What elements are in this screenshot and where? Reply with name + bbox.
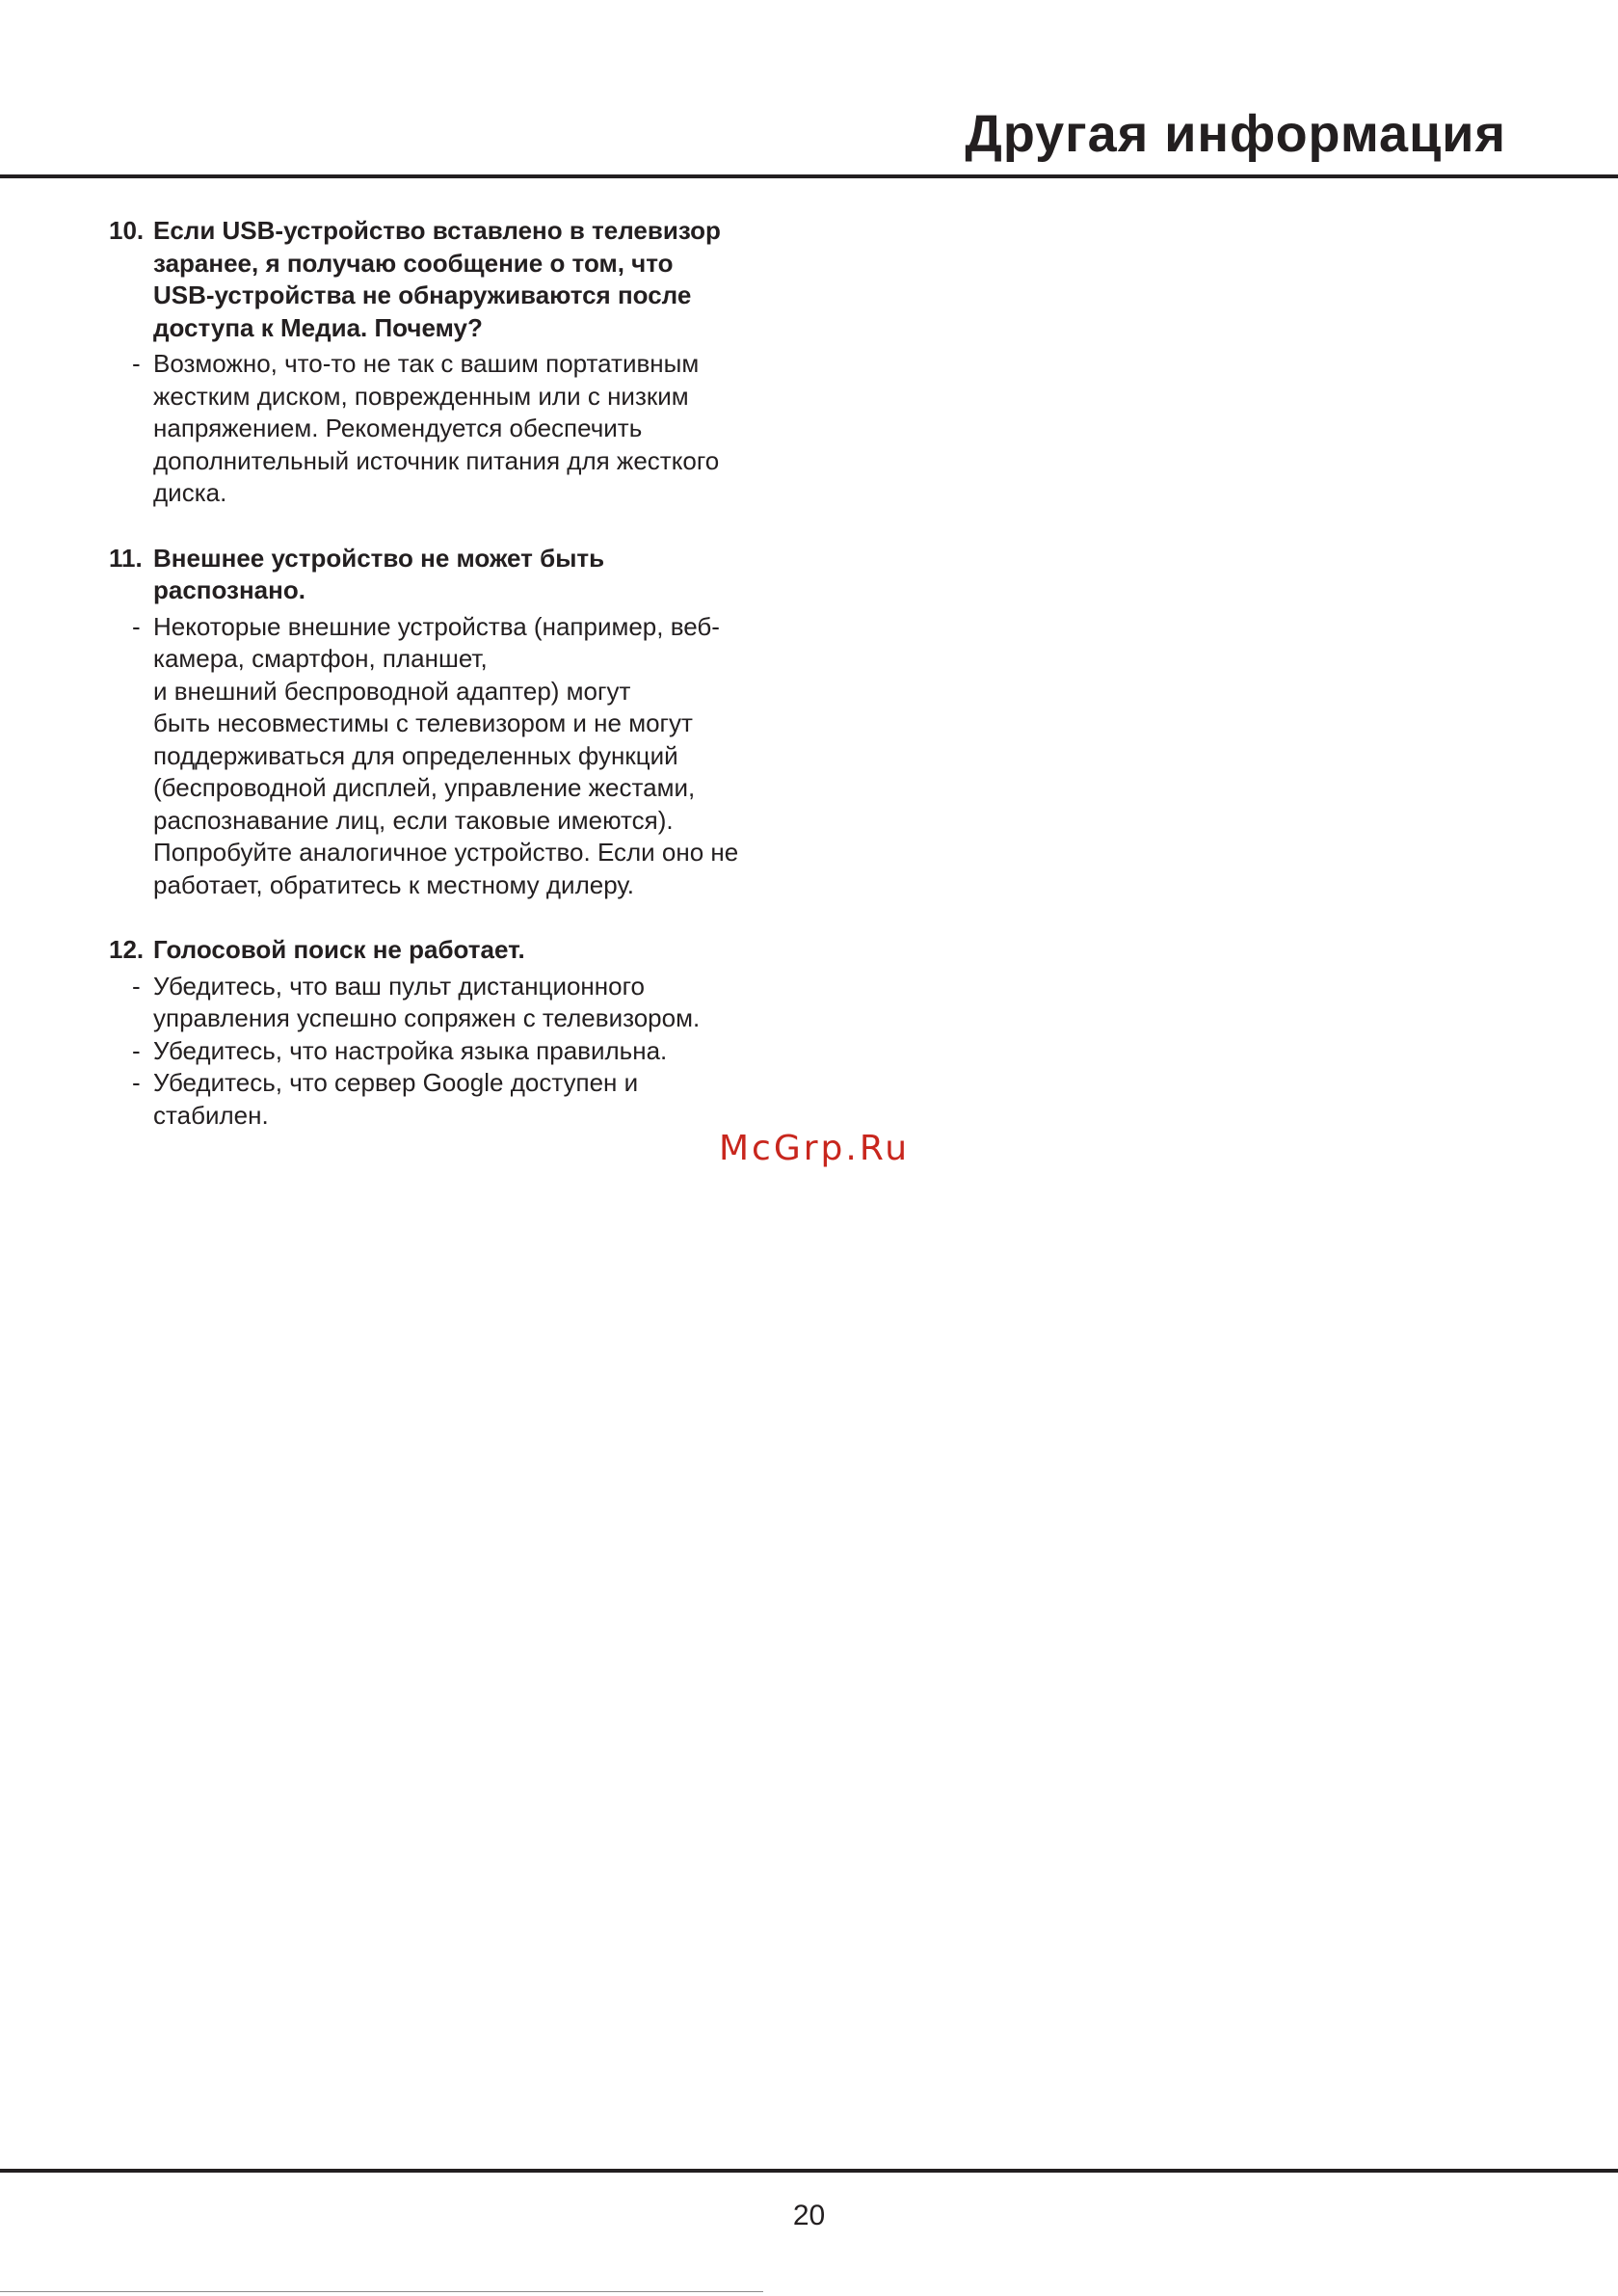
answer-line: напряжением. Рекомендуется обеспечить bbox=[153, 414, 643, 442]
faq-answers bbox=[109, 348, 803, 510]
question-line: Если USB-устройство вставлено в телевизор bbox=[153, 216, 721, 245]
answer-line: быть несовместимы с телевизором и не могут bbox=[153, 708, 693, 737]
page-number: 20 bbox=[792, 2200, 826, 2231]
faq-answers bbox=[109, 971, 803, 1133]
faq-question-text bbox=[153, 934, 803, 967]
answer-text bbox=[153, 348, 803, 510]
faq-answer bbox=[109, 348, 803, 510]
answer-bullet: - bbox=[132, 1068, 141, 1097]
faq-item-11 bbox=[109, 543, 803, 902]
answer-line: Убедитесь, что ваш пульт дистанционного bbox=[153, 971, 645, 1001]
faq-number: 10. bbox=[109, 216, 145, 245]
faq-answer bbox=[109, 971, 803, 1035]
answer-line: работает, обратитесь к местному дилеру. bbox=[153, 869, 634, 899]
question-line: Внешнее устройство не может быть bbox=[153, 543, 605, 573]
faq-question-text bbox=[153, 215, 803, 344]
question-line: распознано. bbox=[153, 575, 305, 604]
question-line: заранее, я получаю сообщение о том, что bbox=[153, 248, 674, 278]
faq-list bbox=[109, 215, 803, 1164]
answer-bullet: - bbox=[132, 349, 141, 378]
answer-text bbox=[153, 1067, 803, 1132]
answer-line: распознавание лиц, если таковые имеются). bbox=[153, 805, 674, 835]
answer-bullet: - bbox=[132, 611, 141, 641]
trim-line bbox=[0, 2291, 763, 2292]
faq-item-12 bbox=[109, 934, 803, 1132]
answer-text bbox=[153, 1035, 803, 1068]
question-line: USB-устройства не обнаруживаются после bbox=[153, 280, 692, 309]
faq-question bbox=[109, 543, 803, 607]
faq-question bbox=[109, 215, 803, 344]
answer-line: управления успешно сопряжен с телевизором. bbox=[153, 1003, 701, 1032]
faq-answer bbox=[109, 611, 803, 902]
answer-line: (беспроводной дисплей, управление жестами, bbox=[153, 773, 696, 802]
faq-number: 11. bbox=[109, 543, 143, 573]
watermark[interactable]: McGrp.Ru bbox=[719, 1129, 911, 1168]
answer-line: Попробуйте аналогичное устройство. Если оно не bbox=[153, 838, 739, 867]
answer-line: Убедитесь, что настройка языка правильна. bbox=[153, 1035, 668, 1065]
answer-bullet: - bbox=[132, 971, 141, 1001]
faq-answers bbox=[109, 611, 803, 902]
faq-item-10 bbox=[109, 215, 803, 510]
answer-line: Возможно, что-то не так с вашим портативным bbox=[153, 349, 700, 378]
faq-answer bbox=[109, 1067, 803, 1132]
answer-text bbox=[153, 971, 803, 1035]
question-line: Голосовой поиск не работает. bbox=[153, 935, 525, 964]
page-title: Другая информация bbox=[965, 105, 1506, 163]
answer-line: жестким диском, поврежденным или с низким bbox=[153, 381, 689, 411]
faq-number: 12. bbox=[109, 935, 145, 964]
answer-text bbox=[153, 611, 803, 902]
header-divider bbox=[0, 174, 1618, 178]
answer-line: дополнительный источник питания для жесткого bbox=[153, 445, 720, 475]
answer-line: диска. bbox=[153, 478, 227, 507]
faq-question-text bbox=[153, 543, 803, 607]
answer-line: стабилен. bbox=[153, 1100, 269, 1130]
question-line: доступа к Медиа. Почему? bbox=[153, 312, 483, 342]
faq-question bbox=[109, 934, 803, 967]
answer-line: камера, смартфон, планшет, bbox=[153, 644, 488, 673]
answer-line: и внешний беспроводной адаптер) могут bbox=[153, 676, 631, 706]
answer-bullet: - bbox=[132, 1035, 141, 1065]
answer-line: Некоторые внешние устройства (например, веб- bbox=[153, 611, 720, 641]
answer-line: поддерживаться для определенных функций bbox=[153, 740, 678, 770]
answer-line: Убедитесь, что сервер Google доступен и bbox=[153, 1068, 639, 1097]
footer-divider bbox=[0, 2169, 1618, 2173]
faq-answer bbox=[109, 1035, 803, 1068]
